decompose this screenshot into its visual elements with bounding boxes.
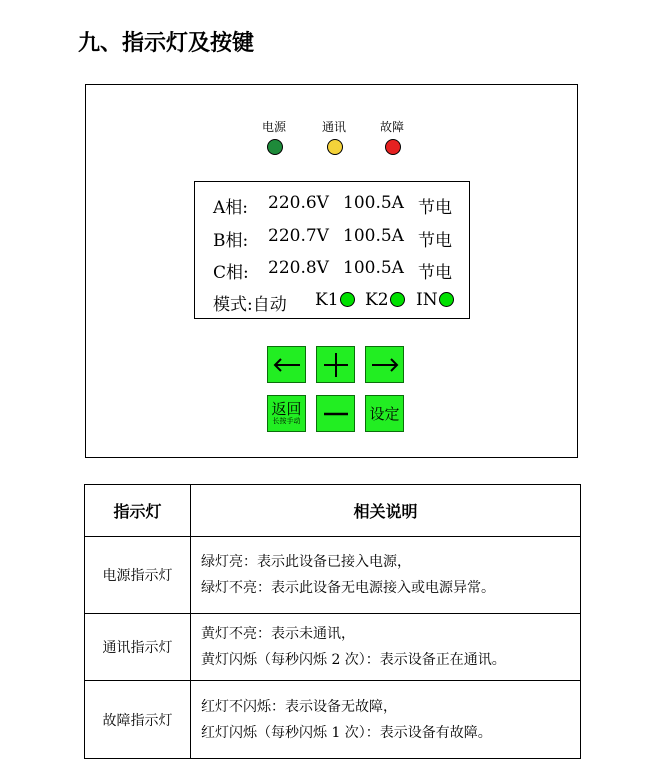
power-led-icon bbox=[267, 139, 283, 155]
lcd-phase: C相: bbox=[213, 263, 249, 283]
lcd-display bbox=[194, 181, 470, 319]
lcd-current: 100.5A bbox=[343, 258, 404, 278]
plus-icon bbox=[322, 351, 350, 379]
fault-led-icon bbox=[385, 139, 401, 155]
minus-button[interactable] bbox=[316, 395, 355, 432]
comm-led-label: 通讯 bbox=[321, 120, 347, 134]
table-header: 相关说明 bbox=[191, 485, 581, 537]
table-cell-name: 电源指示灯 bbox=[85, 537, 191, 614]
lcd-phase: A相: bbox=[213, 198, 249, 218]
desc-line: 绿灯亮：表示此设备已接入电源， bbox=[201, 554, 411, 570]
back-button-hint: 长按手动 bbox=[272, 417, 301, 425]
desc-line: 红灯不闪烁：表示设备无故障， bbox=[201, 698, 397, 715]
table-header-row bbox=[85, 485, 581, 537]
lcd-mode-status: 模式:自动 bbox=[213, 295, 287, 315]
lcd-mode: 节电 bbox=[418, 231, 452, 251]
power-led-label: 电源 bbox=[261, 120, 287, 134]
plus-button[interactable] bbox=[316, 346, 355, 383]
table-row bbox=[85, 537, 581, 614]
lcd-current: 100.5A bbox=[343, 226, 404, 246]
desc-line: 黄灯不亮：表示未通讯， bbox=[201, 626, 355, 642]
table-cell-desc bbox=[191, 537, 581, 614]
table-row bbox=[85, 681, 581, 759]
table-cell-desc bbox=[191, 681, 581, 759]
desc-line: 黄灯闪烁（每秒闪烁 2 次）：表示设备正在通讯。 bbox=[201, 652, 506, 668]
right-arrow-button[interactable] bbox=[365, 346, 404, 383]
left-arrow-button[interactable] bbox=[267, 346, 306, 383]
left-arrow-icon bbox=[272, 357, 302, 373]
table-cell-desc bbox=[191, 614, 581, 681]
comm-led-icon bbox=[327, 139, 343, 155]
lcd-in bbox=[416, 290, 454, 310]
right-arrow-icon bbox=[370, 357, 400, 373]
lcd-k1 bbox=[315, 290, 355, 310]
k2-label: K2 bbox=[365, 290, 389, 310]
k1-led-icon bbox=[340, 292, 355, 307]
lcd-k2 bbox=[365, 290, 405, 310]
section-title: 九、指示灯及按键 bbox=[78, 31, 255, 56]
desc-line: 绿灯不亮：表示此设备无电源接入或电源异常。 bbox=[201, 580, 495, 596]
table-row bbox=[85, 614, 581, 681]
lcd-mode: 节电 bbox=[418, 198, 452, 218]
indicator-table bbox=[84, 484, 581, 759]
back-button[interactable] bbox=[267, 395, 306, 432]
k1-label: K1 bbox=[315, 290, 339, 310]
in-led-icon bbox=[439, 292, 454, 307]
fault-led-label: 故障 bbox=[379, 120, 405, 134]
k2-led-icon bbox=[390, 292, 405, 307]
table-cell-name: 通讯指示灯 bbox=[85, 614, 191, 681]
table-cell-name: 故障指示灯 bbox=[85, 681, 191, 759]
lcd-voltage: 220.8V bbox=[268, 258, 329, 278]
desc-line: 红灯闪烁（每秒闪烁 1 次）：表示设备有故障。 bbox=[201, 724, 492, 741]
lcd-voltage: 220.7V bbox=[268, 226, 329, 246]
table-header: 指示灯 bbox=[85, 485, 191, 537]
set-button-label: 设定 bbox=[369, 405, 400, 423]
lcd-mode: 节电 bbox=[418, 263, 452, 283]
lcd-current: 100.5A bbox=[343, 193, 404, 213]
in-label: IN bbox=[416, 290, 438, 310]
lcd-phase: B相: bbox=[213, 231, 249, 251]
set-button[interactable] bbox=[365, 395, 404, 432]
minus-icon bbox=[322, 409, 350, 419]
back-button-label: 返回 bbox=[271, 400, 302, 418]
lcd-voltage: 220.6V bbox=[268, 193, 329, 213]
